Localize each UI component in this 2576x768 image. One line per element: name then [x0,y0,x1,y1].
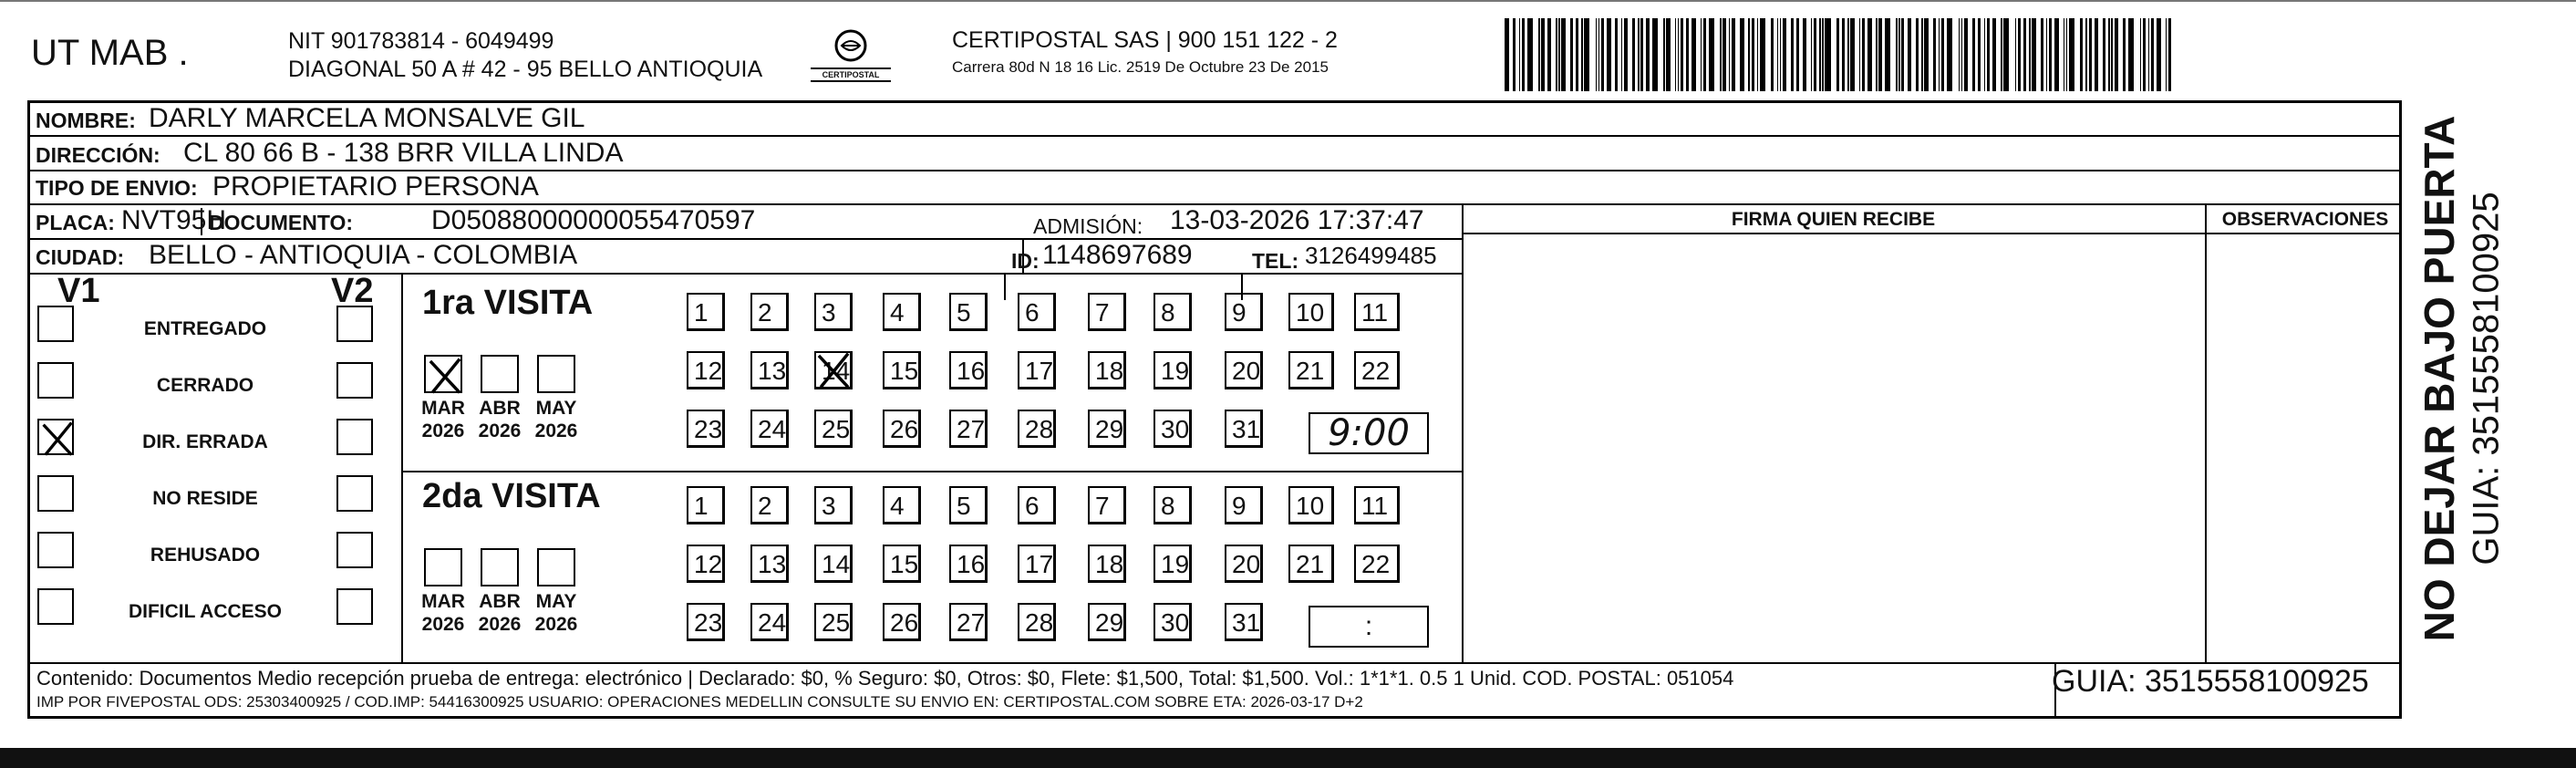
visit2-day-box[interactable]: 22 [1354,545,1400,583]
status-v2-checkbox[interactable] [336,306,373,342]
visit2-month-checkbox[interactable] [537,548,575,586]
barcode-bar [1729,18,1731,91]
visit2-day-box[interactable]: 9 [1225,486,1263,524]
visit1-day-box[interactable]: 10 [1288,293,1334,331]
visit2-day-box[interactable]: 17 [1018,545,1056,583]
sender-address: DIAGONAL 50 A # 42 - 95 BELLO ANTIOQUIA [288,57,763,82]
barcode-bar [1681,18,1683,91]
column-head-divider [1462,233,2399,234]
barcode-bar [2003,18,2009,91]
barcode-bar [1760,18,1765,91]
visit2-day-box[interactable]: 3 [814,486,853,524]
visit2-day-box[interactable]: 12 [687,545,725,583]
barcode-bar [1541,18,1544,91]
barcode-bar [1740,18,1744,91]
barcode-bar [1867,18,1872,91]
admission-label: ADMISIÓN: [1033,214,1143,238]
visit1-day-box[interactable]: 11 [1354,293,1400,331]
visit2-day-box[interactable]: 19 [1154,545,1192,583]
status-label: REHUSADO [150,545,261,566]
barcode-bar [1596,18,1598,91]
barcode-bar [1558,18,1560,91]
visit1-day-box[interactable]: 21 [1288,351,1334,389]
courier-info [952,27,1338,77]
status-v1-checkbox[interactable] [37,419,74,455]
barcode-bar [1791,18,1794,91]
month-name: ABR [479,398,521,419]
visit2-day-box[interactable]: 30 [1154,603,1192,641]
month-year: 2026 [478,420,522,441]
barcode-bar [1598,18,1600,91]
barcode-bar [1615,18,1618,91]
visit2-month-label [471,590,529,636]
barcode-bar [1777,18,1779,91]
certipostal-logo [814,27,887,91]
visit2-day-box[interactable]: 23 [687,603,725,641]
side-guia-text: GUIA: 3515558100925 [2466,192,2507,566]
city-value: BELLO - ANTIOQUIA - COLOMBIA [149,240,578,270]
visit1-day-box[interactable]: 7 [1088,293,1126,331]
barcode [1505,18,2176,91]
barcode-bar [1652,18,1658,91]
barcode-bar [2064,18,2065,91]
barcode-bar [1885,18,1890,91]
plate-value: NVT95H [121,205,227,235]
barcode-bar [1720,18,1722,91]
courier-name: CERTIPOSTAL SAS | 900 151 122 - 2 [952,27,1338,53]
visit2-day-box[interactable]: 7 [1088,486,1126,524]
barcode-bar [2148,18,2150,91]
visit2-month-label [414,590,472,636]
barcode-bar [1686,18,1689,91]
barcode-bar [1638,18,1640,91]
barcode-bar [1921,18,1923,91]
tel-value: 3126499485 [1305,242,1437,269]
visit1-day-box[interactable]: 6 [1018,293,1056,331]
visit1-day-box[interactable]: 23 [687,410,725,448]
visit1-day-box[interactable]: 12 [687,351,725,389]
visit2-day-box[interactable]: 15 [883,545,921,583]
visit1-day-box[interactable]: 5 [949,293,988,331]
col-divider [2205,203,2207,662]
barcode-bar [1859,18,1861,91]
visit1-day-box[interactable]: 14 [814,351,853,389]
month-name: MAR [421,398,465,419]
barcode-bar [1850,18,1855,91]
barcode-bar [1527,18,1533,91]
guia-number: GUIA: 3515558100925 [2052,664,2369,699]
side-guia [2464,119,2509,638]
status-v1-checkbox[interactable] [37,588,74,625]
barcode-bar [1959,18,1960,91]
visit1-day-box[interactable]: 30 [1154,410,1192,448]
name-label: NOMBRE: [36,109,136,132]
visit2-day-box[interactable]: 18 [1088,545,1126,583]
contents-line: Contenido: Documentos Medio recepción prueba de entrega: electrónico | Declarado: $0, % Seguro: $0, Otros: $0, Flete: $1,500, Total: $1,500. Vol.: 1*1*1. 0.5 1 Unid. COD. POSTAL: 051054 [36,667,1734,690]
visit-divider [401,471,1462,472]
observations-header: OBSERVACIONES [2221,209,2389,230]
visit2-day-box[interactable]: 16 [949,545,988,583]
barcode-bar [1992,18,1997,91]
sender-nit: NIT 901783814 - 6049499 [288,28,554,54]
barcode-bar [1811,18,1813,91]
month-year: 2026 [421,420,465,441]
barcode-bar [2095,18,2099,91]
barcode-bar [2140,18,2142,91]
barcode-bar [2089,18,2092,91]
barcode-bar [1972,18,1975,91]
barcode-bar [2015,18,2017,91]
barcode-bar [1916,18,1919,91]
barcode-bar [1632,18,1635,91]
barcode-bar [2069,18,2074,91]
barcode-bar [1757,18,1759,91]
month-year: 2026 [534,614,578,635]
barcode-bar [2001,18,2002,91]
visit1-day-box[interactable]: 20 [1225,351,1263,389]
visit1-day-box[interactable]: 13 [750,351,789,389]
barcode-bar [1898,18,1900,91]
bottom-bar [0,748,2576,768]
visit2-day-box[interactable]: 6 [1018,486,1056,524]
barcode-bar [1752,18,1754,91]
barcode-bar [1876,18,1878,91]
visit1-month-label [527,397,585,442]
visit2-day-box[interactable]: 26 [883,603,921,641]
barcode-bar [1547,18,1552,91]
visit1-day-box[interactable]: 31 [1225,410,1263,448]
v1-header: V1 [57,272,100,310]
barcode-bar [1771,18,1774,91]
barcode-bar [2032,18,2036,91]
barcode-bar [1701,18,1702,91]
col-divider [1462,203,1464,662]
barcode-bar [1924,18,1929,91]
visit1-day-box[interactable]: 18 [1088,351,1126,389]
visit2-day-box[interactable]: 10 [1288,486,1334,524]
visit2-day-box[interactable]: 11 [1354,486,1400,524]
status-v1-checkbox[interactable] [37,475,74,512]
visit2-day-box[interactable]: 27 [949,603,988,641]
barcode-bar [2111,18,2113,91]
visit2-day-box[interactable]: 13 [750,545,789,583]
visit2-day-box[interactable]: 25 [814,603,853,641]
barcode-bar [1666,18,1671,91]
barcode-bar [2115,18,2119,91]
barcode-bar [2166,18,2167,91]
barcode-bar [1961,18,1963,91]
barcode-bar [2151,18,2154,91]
status-label: CERRADO [156,375,254,396]
barcode-bar [1570,18,1573,91]
barcode-bar [1822,18,1824,91]
visit1-time-field[interactable]: 9:00 [1309,412,1429,454]
v2-header: V2 [331,272,374,310]
barcode-bar [1964,18,1969,91]
status-v2-checkbox[interactable] [336,419,373,455]
document-value: D05088000000055470597 [431,205,756,235]
status-v2-checkbox[interactable] [336,532,373,568]
barcode-bar [1978,18,1981,91]
visit1-day-box[interactable]: 29 [1088,410,1126,448]
barcode-bar [2029,18,2031,91]
visit2-day-box[interactable]: 21 [1288,545,1334,583]
month-name: MAY [535,591,577,612]
visit1-day-box[interactable]: 3 [814,293,853,331]
status-v2-checkbox[interactable] [336,588,373,625]
signature-header: FIRMA QUIEN RECIBE [1731,209,1936,230]
status-label: DIR. ERRADA [142,431,268,452]
barcode-bar [2157,18,2161,91]
visit1-day-box[interactable]: 1 [687,293,725,331]
check-mark-icon [424,355,466,397]
barcode-bar [1646,18,1649,91]
barcode-bar [2041,18,2043,91]
month-year: 2026 [478,614,522,635]
barcode-bar [2066,18,2068,91]
barcode-bar [1723,18,1725,91]
status-label: ENTREGADO [143,318,267,339]
check-mark-icon [812,349,854,391]
barcode-bar [1987,18,1990,91]
visit2-day-box[interactable]: 24 [750,603,789,641]
visit2-time-field[interactable]: : [1309,606,1429,648]
barcode-bar [1803,18,1807,91]
document-label: DOCUMENTO: [209,211,354,234]
barcode-bar [1513,18,1516,91]
visit1-day-box[interactable]: 2 [750,293,789,331]
visit1-day-box[interactable]: 24 [750,410,789,448]
visit2-day-box[interactable]: 31 [1225,603,1263,641]
barcode-bar [1576,18,1578,91]
barcode-bar [1561,18,1566,91]
visit1-day-box[interactable]: 4 [883,293,921,331]
barcode-bar [1691,18,1696,91]
visit1-month-label [414,397,472,442]
barcode-bar [1703,18,1706,91]
barcode-bar [1933,18,1936,91]
visit2-day-box[interactable]: 5 [949,486,988,524]
barcode-bar [2046,18,2048,91]
row-divider [30,273,1462,275]
status-label: DIFICIL ACCESO [128,601,282,622]
barcode-bar [1847,18,1849,91]
barcode-bar [2108,18,2110,91]
status-v1-checkbox[interactable] [37,532,74,568]
visit2-day-box[interactable]: 8 [1154,486,1192,524]
sender-title: UT MAB . [31,33,189,73]
barcode-bar [1732,18,1736,91]
month-year: 2026 [421,614,465,635]
barcode-bar [1678,18,1680,91]
visit1-day-box[interactable]: 25 [814,410,853,448]
barcode-bar [1783,18,1787,91]
visit1-day-box[interactable]: 17 [1018,351,1056,389]
plate-label: PLACA: [36,211,115,234]
barcode-bar [2054,18,2059,91]
barcode-bar [1624,18,1629,91]
barcode-bar [1709,18,1714,91]
address-label: DIRECCIÓN: [36,143,160,167]
barcode-bar [1519,18,1521,91]
barcode-bar [2049,18,2052,91]
visit1-day-box[interactable]: 27 [949,410,988,448]
barcode-bar [1836,18,1839,91]
type-value: PROPIETARIO PERSONA [212,171,539,202]
visit1-day-box[interactable]: 22 [1354,351,1400,389]
barcode-bar [1748,18,1750,91]
id-value: 1148697689 [1042,240,1193,270]
tel-label: TEL: [1252,249,1299,273]
visit1-day-box[interactable]: 8 [1154,293,1192,331]
barcode-bar [1796,18,1799,91]
barcode-bar [1581,18,1583,91]
barcode-bar [2128,18,2134,91]
visit1-day-box[interactable]: 26 [883,410,921,448]
visit2-day-box[interactable]: 20 [1225,545,1263,583]
visit1-month-checkbox[interactable] [424,355,462,393]
barcode-bar [2168,18,2171,91]
status-v2-checkbox[interactable] [336,475,373,512]
cell-divider [1004,273,1006,300]
visit1-day-box[interactable]: 19 [1154,351,1192,389]
check-mark-icon [37,419,78,459]
barcode-bar [1607,18,1611,91]
side-warning [2407,115,2471,642]
visit2-day-box[interactable]: 14 [814,545,853,583]
barcode-bar [2080,18,2083,91]
barcode-bar [1842,18,1845,91]
barcode-bar [1896,18,1898,91]
visit1-day-box[interactable]: 28 [1018,410,1056,448]
barcode-bar [2085,18,2087,91]
address-value: CL 80 66 B - 138 BRR VILLA LINDA [183,138,624,168]
barcode-bar [1819,18,1821,91]
visit2-day-box[interactable]: 1 [687,486,725,524]
barcode-bar [1663,18,1665,91]
visit1-month-checkbox[interactable] [537,355,575,393]
admission-value: 13-03-2026 17:37:47 [1170,205,1424,235]
barcode-bar [1621,18,1623,91]
visit2-day-box[interactable]: 28 [1018,603,1056,641]
month-name: MAY [535,398,577,419]
visit2-month-checkbox[interactable] [481,548,519,586]
barcode-bar [1522,18,1525,91]
visit1-month-label [471,397,529,442]
delivery-form [27,100,2402,719]
status-v1-checkbox[interactable] [37,306,74,342]
barcode-bar [1825,18,1830,91]
month-name: MAR [421,591,465,612]
day-mark [814,351,854,391]
sender-info [288,27,762,84]
visit1-title: 1ra VISITA [422,284,594,322]
name-value: DARLY MARCELA MONSALVE GIL [149,103,585,133]
visit2-day-box[interactable]: 4 [883,486,921,524]
type-label: TIPO DE ENVIO: [36,176,198,200]
visit2-month-checkbox[interactable] [424,548,462,586]
barcode-bar [1584,18,1589,91]
status-v2-checkbox[interactable] [336,362,373,399]
barcode-bar [1862,18,1865,91]
barcode-bar [1556,18,1557,91]
month-name: ABR [479,591,521,612]
barcode-bar [1901,18,1904,91]
barcode-bar [2123,18,2126,91]
visit1-day-box[interactable]: 16 [949,351,988,389]
barcode-bar [1908,18,1912,91]
visit1-day-box[interactable]: 9 [1225,293,1263,331]
row-divider [30,135,2399,137]
status-v1-checkbox[interactable] [37,362,74,399]
side-warning-text: NO DEJAR BAJO PUERTA [2416,115,2463,642]
status-label: NO RESIDE [152,488,258,509]
barcode-bar [1947,18,1952,91]
barcode-bar [1640,18,1643,91]
visit1-day-box[interactable]: 15 [883,351,921,389]
status-divider [401,273,403,662]
visit2-month-label [527,590,585,636]
visit2-title: 2da VISITA [422,477,601,515]
barcode-bar [2103,18,2105,91]
courier-license: Carrera 80d N 18 16 Lic. 2519 De Octubre 23 De 2015 [952,58,1329,76]
barcode-bar [1538,18,1540,91]
barcode-bar [1675,18,1677,91]
barcode-bar [2023,18,2026,91]
month-year: 2026 [534,420,578,441]
barcode-bar [1878,18,1881,91]
barcode-bar [1780,18,1782,91]
id-label: ID: [1011,249,1040,273]
barcode-bar [1941,18,1944,91]
visit2-day-box[interactable]: 29 [1088,603,1126,641]
top-rule [0,0,2576,2]
footer-divider [30,662,2399,664]
barcode-bar [1505,18,1509,91]
print-info-line: IMP POR FIVEPOSTAL ODS: 25303400925 / COD.IMP: 54416300925 USUARIO: OPERACIONES MEDELLIN CONSULTE SU ENVIO EN: CERTIPOSTAL.COM SOBRE ETA: 2026-03-17 D+2 [36,693,1363,711]
barcode-bar [1601,18,1604,91]
barcode-bar [1939,18,1940,91]
visit1-month-checkbox[interactable] [481,355,519,393]
barcode-bar [2018,18,2021,91]
barcode-bar [1814,18,1816,91]
barcode-bar [2143,18,2146,91]
visit2-day-box[interactable]: 2 [750,486,789,524]
barcode-bar [1984,18,1986,91]
city-label: CIUDAD: [36,245,125,269]
logo-text: CERTIPOSTAL [811,67,891,82]
